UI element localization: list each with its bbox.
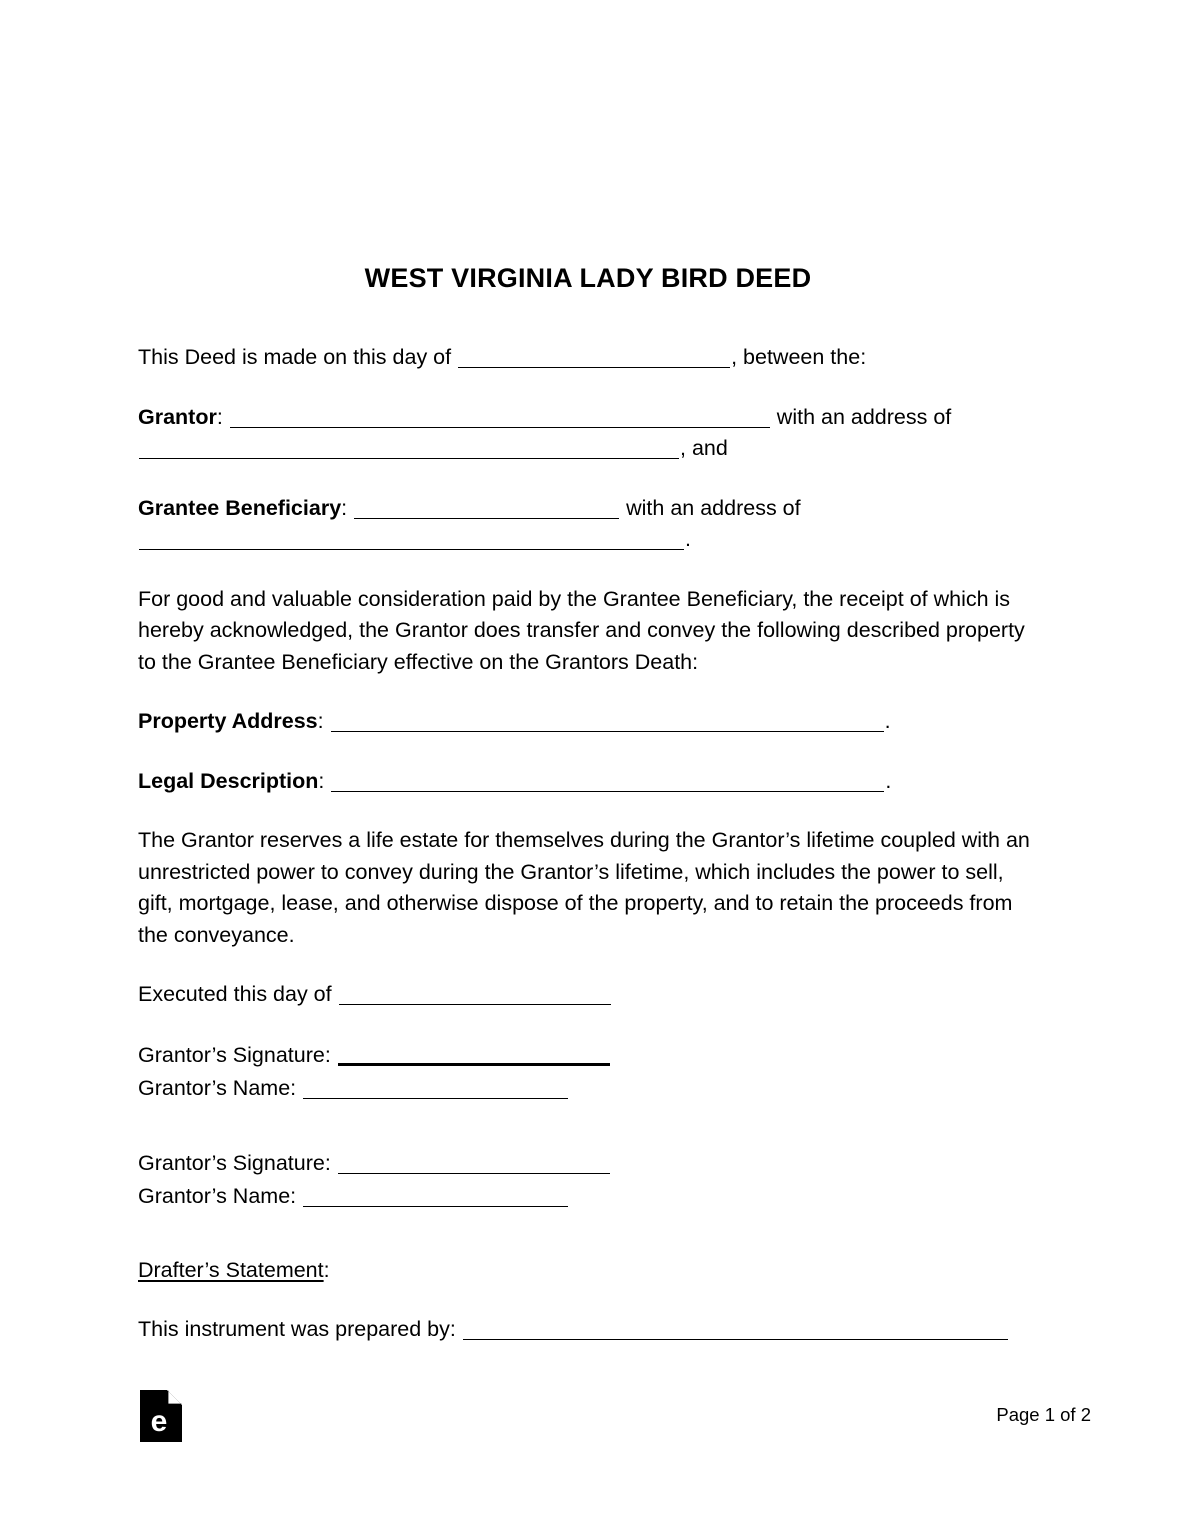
property-address-label: Property Address bbox=[138, 709, 318, 734]
signature-block-2 bbox=[138, 1147, 1038, 1213]
grantee-paragraph bbox=[138, 493, 1038, 556]
property-address-trailing: . bbox=[884, 709, 891, 734]
grantor-name-row-2 bbox=[138, 1180, 1038, 1213]
grantee-address-trailing: . bbox=[685, 527, 691, 552]
grantor-signature-row-1 bbox=[138, 1039, 1038, 1072]
grantor-name-blank-field-1[interactable] bbox=[303, 1077, 568, 1099]
grantor-name-label-1: Grantor’s Name: bbox=[138, 1075, 297, 1100]
prepared-by-paragraph bbox=[138, 1314, 1038, 1346]
grantor-name-label-2: Grantor’s Name: bbox=[138, 1183, 297, 1208]
executed-label: Executed this day of bbox=[138, 982, 332, 1007]
page-footer bbox=[0, 1376, 1187, 1536]
grantor-address-trailing: , and bbox=[680, 436, 728, 461]
signature-block-spacer bbox=[138, 1133, 1038, 1147]
drafter-spacer bbox=[138, 1241, 1038, 1255]
grantee-name-blank-field[interactable] bbox=[354, 497, 619, 519]
consideration-paragraph: For good and valuable consideration paid by the Grantee Beneficiary, the receipt of which is hereby acknowledged, the Grantor does transfer and convey the following described property to the Grantee Beneficiary effective on the Grantors Death: bbox=[138, 586, 1025, 674]
grantee-label: Grantee Beneficiary bbox=[138, 495, 342, 520]
grantor-signature-label-1: Grantor’s Signature: bbox=[138, 1042, 331, 1067]
drafter-statement-heading bbox=[138, 1255, 1038, 1287]
intro-text-before: This Deed is made on this day of bbox=[138, 345, 452, 370]
intro-paragraph bbox=[138, 342, 1038, 374]
grantor-name-blank-field-2[interactable] bbox=[303, 1185, 568, 1207]
legal-description-trailing: . bbox=[885, 768, 892, 793]
grantor-address-blank-field[interactable] bbox=[139, 437, 679, 459]
legal-description-label: Legal Description bbox=[138, 768, 319, 793]
legal-description-colon: : bbox=[318, 768, 325, 793]
executed-date-blank-field[interactable] bbox=[339, 983, 611, 1005]
grantor-signature-blank-field-2[interactable] bbox=[338, 1152, 610, 1174]
grantee-address-lead-in: with an address of bbox=[626, 495, 801, 520]
svg-text:e: e bbox=[150, 1405, 168, 1438]
prepared-by-label: This instrument was prepared by: bbox=[138, 1317, 456, 1342]
grantor-signature-row-2 bbox=[138, 1147, 1038, 1180]
document-body bbox=[138, 262, 1038, 1346]
eforms-logo-icon bbox=[140, 1390, 182, 1442]
grantor-signature-label-2: Grantor’s Signature: bbox=[138, 1150, 331, 1175]
grantor-paragraph bbox=[138, 402, 1038, 465]
page-title: WEST VIRGINIA LADY BIRD DEED bbox=[364, 263, 812, 293]
drafter-statement-heading-text: Drafter’s Statement bbox=[138, 1257, 324, 1282]
intro-text-after: , between the: bbox=[731, 345, 867, 370]
grantor-address-lead-in: with an address of bbox=[776, 404, 952, 429]
grantee-address-blank-field[interactable] bbox=[139, 528, 684, 550]
drafter-statement-heading-colon: : bbox=[323, 1257, 330, 1282]
grantor-colon: : bbox=[216, 404, 223, 429]
page-number: Page 1 of 2 bbox=[996, 1404, 1091, 1425]
legal-description-paragraph bbox=[138, 766, 1038, 798]
grantee-colon: : bbox=[341, 495, 348, 520]
grantor-name-row-1 bbox=[138, 1072, 1038, 1105]
property-address-colon: : bbox=[317, 709, 324, 734]
property-address-paragraph bbox=[138, 706, 1038, 738]
signature-block-1 bbox=[138, 1039, 1038, 1105]
grantor-signature-blank-field-1[interactable] bbox=[338, 1042, 610, 1066]
legal-description-blank-field[interactable] bbox=[331, 770, 884, 792]
executed-paragraph bbox=[138, 979, 1038, 1011]
prepared-by-blank-field[interactable] bbox=[463, 1318, 1008, 1340]
grantor-label: Grantor bbox=[138, 404, 217, 429]
grantor-name-blank-field[interactable] bbox=[230, 406, 770, 428]
life-estate-paragraph: The Grantor reserves a life estate for themselves during the Grantor’s lifetime coupled with an unrestricted power to convey during the Grantor’s lifetime, which includes the power to sell, gift, mortgage, lease, and otherwise dispose of the property, and to retain the proceeds from the conveyance. bbox=[138, 828, 1030, 947]
date-blank-field[interactable] bbox=[458, 346, 730, 368]
property-address-blank-field[interactable] bbox=[331, 710, 884, 732]
